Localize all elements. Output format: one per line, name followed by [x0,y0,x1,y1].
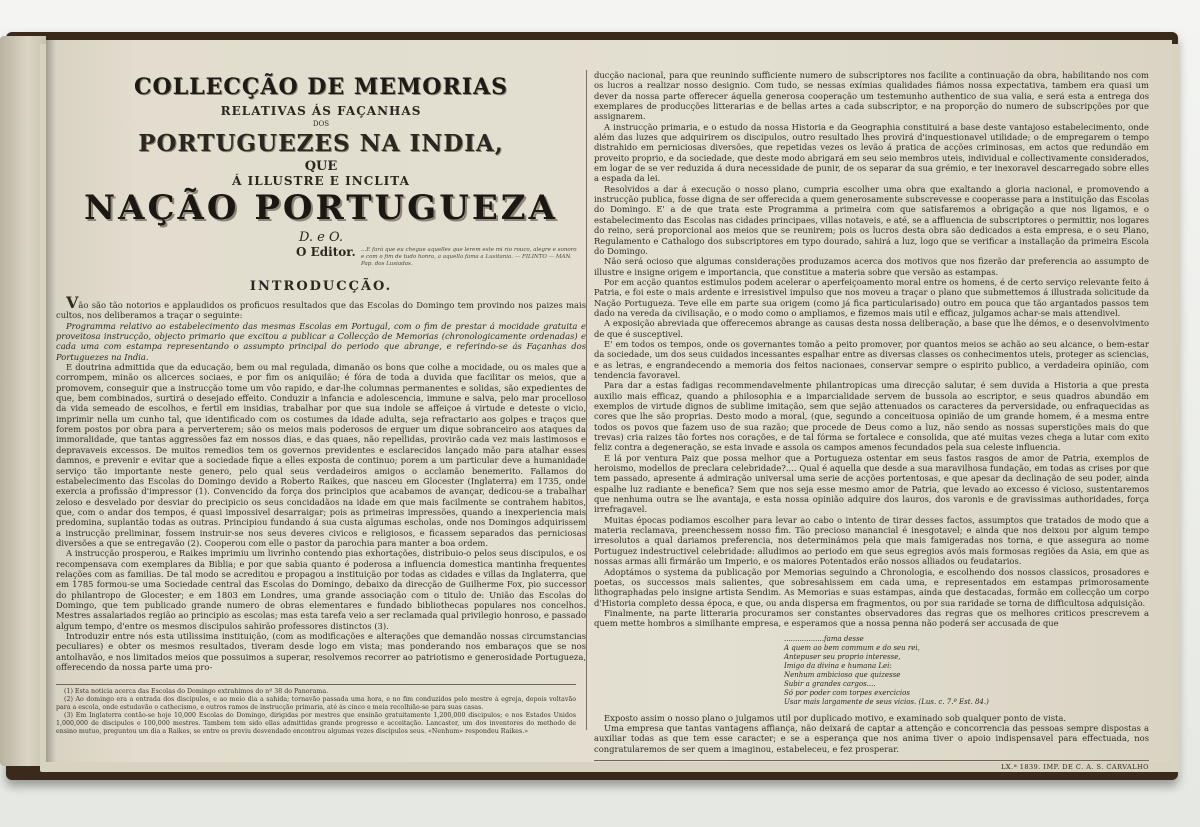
paragraph: Resolvidos a dar á execução o nosso plano, cumpria escolher uma obra que exaltando a gloria nacional, e promovendo a instrucção publica, fosse digna de ser offerecida a quem generosamente subscrevesse e cooperasse para a instituição das Escolas do Domingo. E' a de que trata este Programma a primeira com que satisfaremos a obrigação a que nos ligamos, e o estabelecimento das Escolas nas cidades principaes, villas notaveis, e até, se a affluencia de subscriptores o permittir, nos logares do reino, será proporcional aos meios que se reunirem; pois os lucros desta obra são dedicados a esta empresa, e o seu Plano, Regulamento e Cathalogo dos subscriptores em typo dourado, sahirá a luz, logo que se verificar a installação da primeira Escola do Domingo. [594,183,1149,256]
document-page [46,40,1172,771]
verse-line: Antepuser seu proprio interesse, [784,652,901,661]
paragraph: E' em todos os tempos, onde os governantes tomão a peito promover, por quantos meios se achão ao seu alcance, o bem-estar da sociedade, um dos seus cuidados incessantes espalhar entre as diversas classes os conhecimentos uteis, proteger as sciencias, e as letras, e engrandecendo a memoria dos feitos nacionaes, conservar sempre o espirito publico, a verdadeira opinião, com tendencia favoravel. [594,338,1149,380]
title-line-5: QUE [304,159,338,174]
paragraph: Finalmente, na parte litteraria procuramos ser constantes observadores das regras que os melhores criticos prescrevem a quem mette hombros a similhante empresa, e esperamos que a nossa penna não poderá ser accusada de que [594,607,1149,629]
footnote: (1) Esta noticia acerca das Escolas do Domingo extrahimos do nº 38 do Panorama. [64,688,329,695]
editor-signature: O Editor. [296,245,356,259]
verse-line: Só por poder com torpes exercicios [784,688,910,697]
paragraph: E doutrina admittida que da educação, bem ou mal regulada, dimanão os bons que colhe a mocidade, ou os males que a corrompem, minão os alicerces sociaes, e por fim os aniquilão; é fóra de toda a duvida que facilitar os meios, que a promovem, conseguir que a instrucção tome um vôo rapido, e dar-lhe columnas permanentes e solidas, são expedientes de que, bem combinados, surtirá o desejado effeito. Conduzir a infancia e adolescencia, immune e salva, pelo mar procelloso da vida semeado de escolhos, e fertil em insidias, trabalhar por que sua indole se affeiçoe á virtude e deteste o vicio, imprimir nella um cunho tal, que identificado com os costumes da idade adulta, seja refractario aos golpes e traços que forem postos por obra para a perverterem; são os meios mais poderosos de erguer um dique sobranceiro aos ataques da immoralidade, que tantas aggressões faz em nossos dias, e das quaes, não repellidas, provirão cada vez mais lastimosos e depravaveis excessos. De muitos remedios tem os governos previdentes e esclarecidos lançado mão para atalhar esses damnos, e prevenir e evitar que a sociedade fique a elles exposta de continuo; porem a um particular deve a humanidade serviço tão importante neste genero, pelo qual seus verdadeiros amigos o acclamão benemerito. Fallamos do estabelecimento das Escolas do Domingo devido a Roberto Raikes, que nasceu em Glocester (Inglaterra) em 1735, onde exercia a profissão d'impressor (1). Convencido da força dos principios que acabamos de avançar, dedicou-se a trabalhar zeloso e desvelado por desviar do precipicio os seus concidadãos na idade em que mais facilmente se contrahem habitos, que, com o andar dos tempos, é quasi impossivel desarraigar; pois as primeiras impressões, quando a inexperiencia mais predomina, suplantão todas as outras. Principiou fundando á sua custa algumas escholas, onde nos Domingos adquirissem a instrucção preliminar, fossem instruir-se nos seus deveres civicos e religiosos, e ficassem separados das perniciosas diversões a que se entregavão (2). Cooperou com elle o pastor da parochia para manter a boa ordem. [56,362,586,548]
title-line-6: Á ILLUSTRE E INCLITA [232,174,410,188]
title-line-4: PORTUGUEZES NA INDIA, [138,130,504,157]
paragraph: Não será ocioso que algumas considerações produzamos acerca dos motivos que nos fizerão dar preferencia ao assumpto de illustre e insigne origem e importancia, que constitue a materia sobre que versão as estampas. [594,256,1149,277]
paragraph: Vão são tão notorios e applaudidos os proficuos resultados que das Escolas do Domingo tem provindo nos paizes mais cultos, nos deliberamos a traçar o seguinte: [56,293,586,321]
paragraph: Introduzir entre nós esta utilissima instituição, (com as modificações e alterações que demandão nossas circumstancias peculiares) e obter os mesmos resultados, tiveram desde logo em vista; mas ponderando nos embaraços que se nos antolhavão, e nos limitados meios que possuimos a superar, resolvemos recorrer ao patriotismo e generosidade Portugueza, offerecendo da nossa parte uma pro- [56,631,586,673]
verse-line: Nenhum ambicioso que quizesse [784,670,901,679]
closing-text [594,713,1149,754]
title-line-2: RELATIVAS ÁS FAÇANHAS [220,104,422,118]
right-column [594,70,1149,771]
paragraph: Muitas épocas podiamos escolher para levar ao cabo o intento de tirar desses factos, assumptos que tratados de modo que a materia reclamava, preenchessem nosso fim. Tão precioso manancial é inesgotavel; e ainda que nos deixou por algum tempo irresolutos a qual dariamos preferencia, nos determinámos pela que mais famigeradas nos torna, e que assegura ao nome Portuguez indestructivel celebridade: alludimos ao periodo em que seus egregios avós mais formosas regiões da Asia, em que as nossas armas alli firmárão um Imperio, e os maiores Potentados erão nossos alliados ou feudatarios. [594,514,1149,567]
paragraph: A exposição abreviada que offerecemos abrange as causas desta nossa deliberação, a base que lhe démos, e o desenvolvimento de que é susceptivel. [594,318,1149,339]
column-divider [586,70,587,730]
paragraph: Por em acção quantos estimulos podem acelerar o aperfeiçoamento moral entre os homens, é de certo serviço relevante feito á Patria, e foi este o mais ardente e irresistivel impulso que nos moveu a traçar o plano que submettemos á illustrada solicitude da Nação Portugueza. Teve elle em parte sua origem (como já fica particularisado) outro em pouca que tão argantados passos tem dado na vereda da civilisação, e o modo como o ampliamos, e fizemos mais util e efficaz, julgamos achar-se mais attendivel. [594,276,1149,318]
dedication: D. e O. [298,230,344,245]
imprint-rule [594,760,1149,761]
title-line-7: NAÇÃO PORTUGUEZA [84,188,558,228]
paragraph: Exposto assim o nosso plano o julgamos util por duplicado motivo, e examinado sob qualquer ponto de vista. [604,712,1067,723]
epigraph: ...E fará que eu chegue aquelles que lerem este mi rio rouco, alegre e sonoro e com o fim de tudo honra, a aquella fama a Lusitania. — FILINTO — MAN. Pap. dos Lusiadas. [361,247,577,267]
verse-line: Usar mais largamente de seus vicios. (Lus. c. 7.º Est. 84.) [784,697,989,706]
paragraph: Programma relativo ao estabelecimento das mesmas Escolas em Portugal, com o fim de prestar á mocidade gratuita e proveitosa instrucção, objecto primario que excitou a publicar a Collecção de Memorias (chronologicamente ordenadas) e cada uma com estampa representando o assumpto principal do periodo que abrange, e referindo-se ás Façanhas dos Portuguezes na India. [56,320,586,362]
paragraph: ducção nacional, para que reunindo sufficiente numero de subscriptores nos facilite a continuação da obra, habilitando nos com os lucros a realizar nosso designio. Com tudo, se nessas exímias qualidades fiámos nossa expectativa, tambem era quasi um dever da nossa parte offerecer áquella generosa cooperação um testemunho authentico de sua valia, e será esta a entrega dos exemplares de producções litterarias e de bellas artes a cada subscriptor, e na proporção do numero de subscripções por que assignarem. [594,70,1149,122]
imprint: LX.ª 1839. IMP. DE C. A. S. CARVALHO [1001,762,1149,771]
title-line-3: DOS [312,120,330,128]
verse-quote [784,635,1149,707]
footnote: (3) Em Inglaterra contão-se hoje 10,000 Escolas do Domingo, dirigidas por mestres que ensinão gratuitamente 1,200,000 discipulos; e nos Estados Unidos 1,000,000 de discipulos e 100,000 mestres. Tambem tem sido ellas admittidas grande progresso e acceitação. Lancaster, um dos inventores do methodo de ensino mutuo, preguntou um dia a Raikes, se entre os previu desvendado encontrou algumas vezes discipulos seus. «Nenhum» respondeu Raikes.» [56,712,576,735]
paragraph: Uma empresa que tantas vantagens affiança, não deixará de captar a attenção e concorrencia das pessoas sempre dispostas a auxiliar todas as que tem esse caracter; e se a esperança que nos anima tiver o apoio indispensavel para effectuada, nos congratularemos de ser quem a imaginou, estabeleceu, e fez prosperar. [594,722,1149,754]
paragraph: Para dar a estas fadigas recommendavelmente philantropicas uma direcção salutar, é sem duvida a Historia a que presta auxilio mais efficaz, quando a philosophia e a imparcialidade servem de bussola ao escriptor, e seus quadros abundão em exemplos de virtude dignos de sublime imitação, sem que sejão attenuados os caracteres da perversidade, ou enfraquecidas as cores que lhe são proprias. Desto modo a moral, (que, segundo a conceituosa opinião de um grande homem, é a mesma entre todos os povos que fazem uso de sua razão; que procede de Deus como a luz, não sendo as nossas superstições mais do que trevas) cria raizes tão fortes nos corações, e de tal fórma se fortalece e consolida, que até muitas vezes chega a lutar com exito feliz contra a degeneração, se esta invade e assola os campos amenos fecundados pela sua celeste influencia. [594,380,1149,453]
footnotes [56,684,576,736]
editor-row [56,245,586,275]
title-line-1: COLLECÇÃO DE MEMORIAS [134,74,508,100]
page-fold-shadow [46,40,56,762]
introduction-heading: INTRODUCÇÃO. [249,279,393,294]
paragraph: A instrucção primaria, e o estudo da nossa Historia e da Geographia constituirá a base deste vantajoso estabelecimento, onde além das luzes que adquirirem os discipulos, outro resultado lhes provirá d'inquestionavel utilidade; o de empregarem o tempo distrahido em perniciosas diversões, que repetidas vezes os levão á pratica de acções criminosas, em actos que redundão em proveito proprio, e da sociedade, que deste modo abrigará em seu seio membros uteis, individual e collectivamente considerados, em logar de se ver reduzida á dura necessidade de punir, de os separar da sua grémio, e ter inexoravel descarregado sobre elles a espada da lei. [594,121,1149,184]
paragraph: E lá por ventura Paiz que possa melhor que a Portugueza ostentar em seus fastos rasgos de amor de Patria, exemplos de heroismo, modellos de preclara celebridade?.... Qual é aquella que desde a sua maravilhosa fundação, em todas as crises por que tem passado, apresente á admiração universal uma serie de acções portentosas, e que apesar da declinação de seu poder, ainda espalhe luz radiante e benefica? Sem que nos seja esse mesmo amor de Patria, que levado ao excesso é vicioso, sustentaremos que nenhuma outra se lhe avantaja, e esta nossa opinião adquire dos lauros, dos varonis e de gravissimas authoridades, força irrefragavel. [594,452,1149,515]
verse-line: A quem ao bem commum e do seu rei, [784,643,920,652]
left-column [56,58,586,748]
verse-line: Imigo da divina e humana Lei: [784,661,892,670]
right-body-text [594,70,1149,629]
verse-line: ..................fama desse [784,634,864,643]
paragraph: A instrucção prosperou, e Raikes imprimiu um livrinho contendo pias exhortações, distribuio-o pelos seus discipulos, e os recompensava com exemplares da Biblia; e por que sabia quanto é poderosa a influencia domestica mantinha frequentes relações com as familias. De tal modo se acreditou e propagou a instituição por todas as cidades e villas da Inglaterra, que em 1785 formou-se uma Sociedade central das Escolas do Domingo, debaixo da direcção de Guilherme Fox, pio successor do philantropo de Glocester; e em 1803 em Londres, uma grande associação com o titulo de: União das Escolas do Domingo, que tem publicado grande numero de obras elementares e fundado bibliothecas populares nos concelhos. Mestres assalariados região ao principio as escolas; mas esta tarefa veio a ser reclamada qual privilegio honroso, e passado algum tempo, d'entre os mesmos discipulos sahirão professores distinctos (3). [56,548,586,631]
paragraph: Adoptámos o systema da publicação por Memorias seguindo a Chronologia, e escolhendo dos nossos classicos, prosadores e poetas, os successos mais salientes, que sobresahissem em cada uma, e representados em estampas primorosamente lithographadas pelo insigne artista Sendim. As Memorias e suas estampas, ainda que destacadas, formão em collecção um corpo d'Historia completo dessa época, e que, ou anda dispersa em fragmentos, ou por sua raridade se torna de difficultosa adquisição. [594,566,1149,608]
verse-line: Subir a grandes cargos.... [784,679,876,688]
left-body-text [56,293,586,673]
footnote: (2) Ao domingo era a entrada dos discipulos, e ao meio dia a sahida; tornavão passada uma hora, e no fim conduzidos pelo mestre á egreja, depois voltavão para a escola, onde estudavão o cathecismo, e outros ramos de instrucção primaria, até ás cinco e meia recolhião-se para suas casas. [56,696,576,711]
